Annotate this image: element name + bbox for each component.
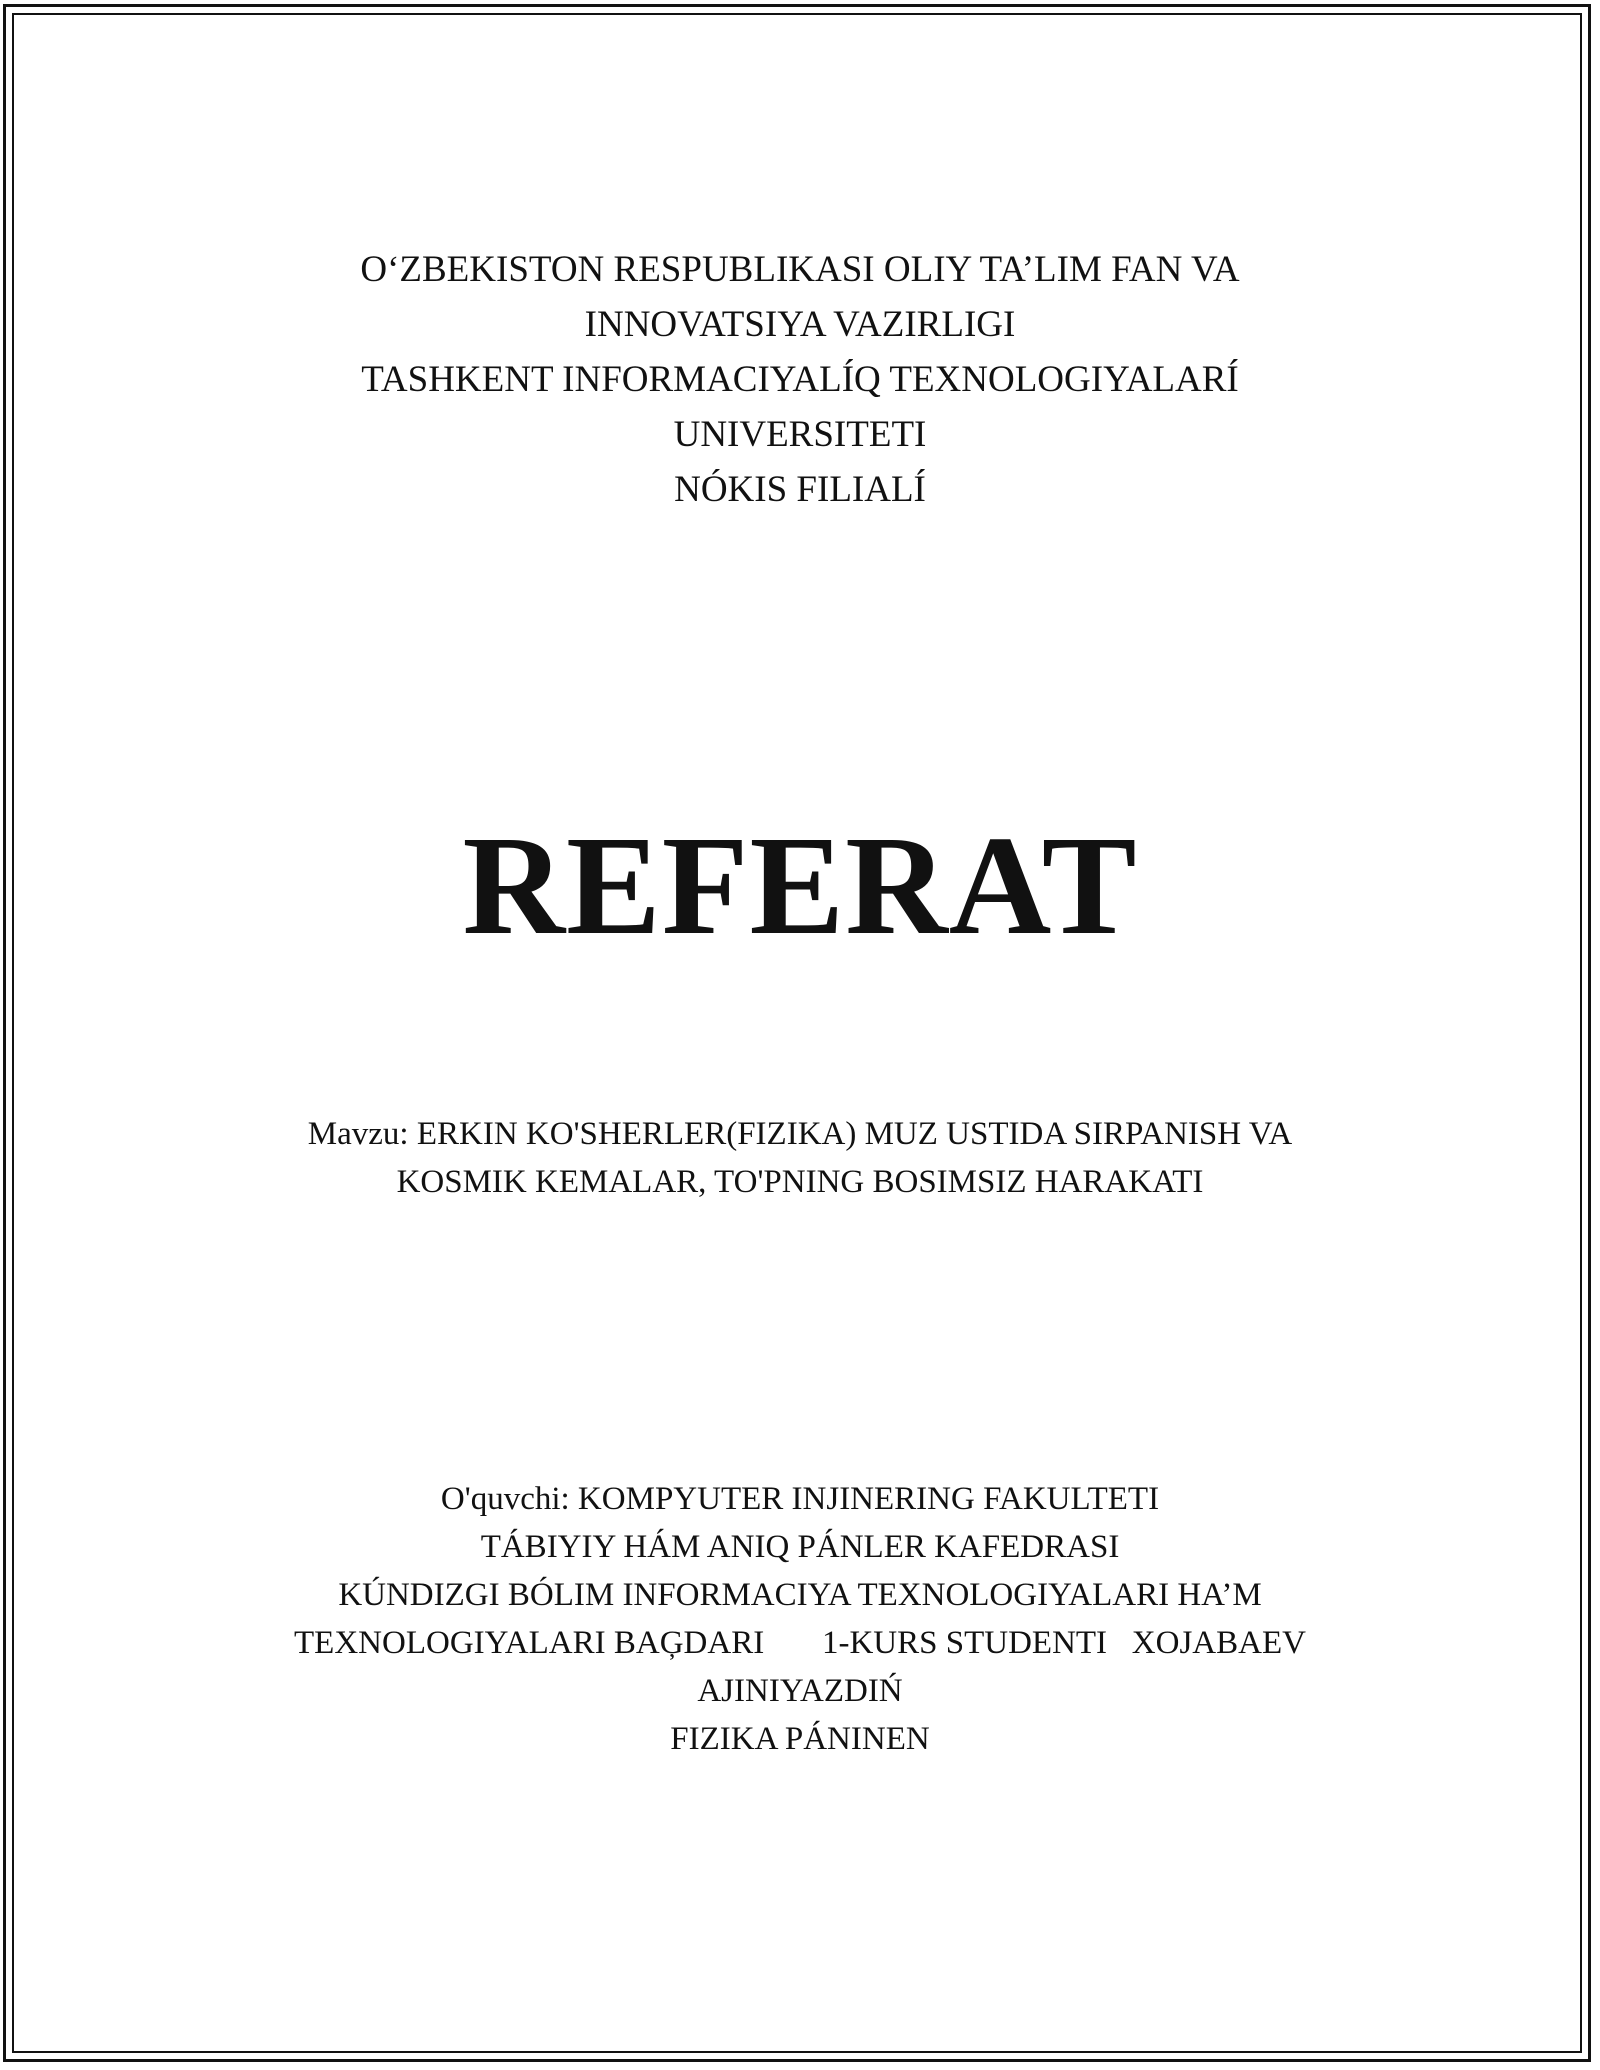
document-title [0,806,1600,964]
student-line: TEXNOLOGIYALARI BAĢDARI 1-KURS STUDENTI XOJABAEV [294,1625,1306,1661]
topic-section [0,1110,1600,1206]
student-line: KÚNDIZGI BÓLIM INFORMACIYA TEXNOLOGIYALARI HA’M [338,1577,1262,1613]
title-text: REFERAT [462,806,1138,964]
header-line: TASHKENT INFORMACIYALÍQ TEXNOLOGIYALARÍ [361,359,1239,400]
topic-line: KOSMIK KEMALAR, TO'PNING BOSIMSIZ HARAKATI [396,1164,1204,1200]
topic-line: Mavzu: ERKIN KO'SHERLER(FIZIKA) MUZ USTIDA SIRPANISH VA [307,1116,1293,1152]
header-line: NÓKIS FILIALÍ [674,469,926,510]
student-line: FIZIKA PÁNINEN [670,1721,930,1757]
institution-header [0,242,1600,517]
header-line: UNIVERSITETI [673,414,927,455]
student-line: AJINIYAZDIŃ [697,1673,903,1709]
student-section [0,1475,1600,1763]
student-line: O'quvchi: KOMPYUTER INJINERING FAKULTETI [440,1481,1160,1517]
header-line: INNOVATSIYA VAZIRLIGI [584,304,1016,345]
student-line: TÁBIYIY HÁM ANIQ PÁNLER KAFEDRASI [480,1529,1120,1565]
header-line: O‘ZBEKISTON RESPUBLIKASI OLIY TA’LIM FAN VA [360,249,1240,290]
